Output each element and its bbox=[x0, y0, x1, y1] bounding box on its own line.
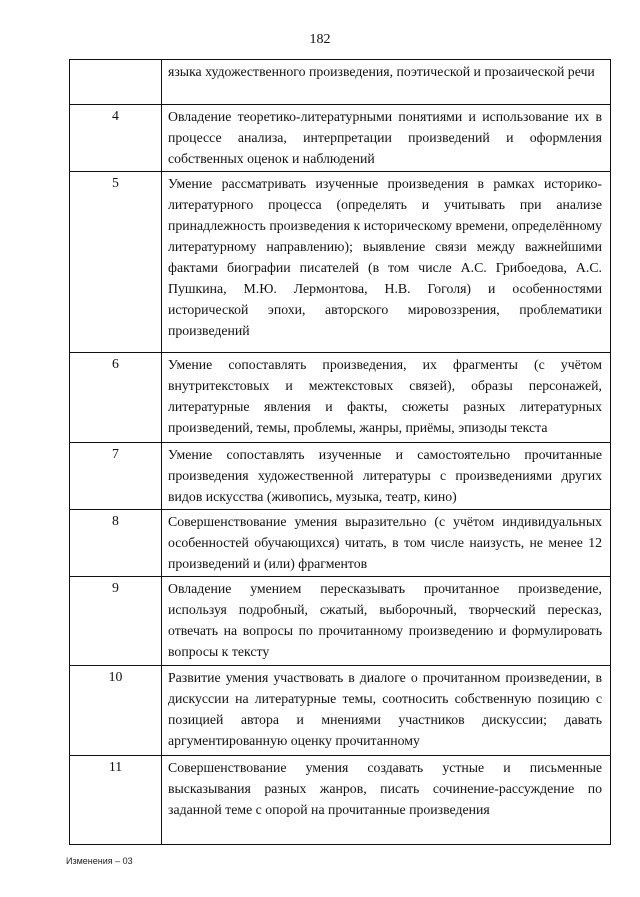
table-row bbox=[70, 443, 611, 510]
row-number: 10 bbox=[70, 666, 162, 756]
row-text: Овладение умением пересказывать прочитанное произведение, используя подробный, сжатый, выборочный, творческий пересказ, отвечать на вопросы по прочитанному произведению и формулировать вопросы к тексту bbox=[162, 577, 611, 666]
page-number: 182 bbox=[309, 32, 331, 47]
row-number: 11 bbox=[70, 756, 162, 845]
table-row bbox=[70, 666, 611, 756]
row-text: Овладение теоретико-литературными понятиями и использование их в процессе анализа, интерпретации произведений и оформления собственных оценок и наблюдений bbox=[162, 105, 611, 172]
row-text: Совершенствование умения выразительно (с учётом индивидуальных особенностей обучающихся) читать, в том числе наизусть, не менее 12 произведений и (или) фрагментов bbox=[162, 510, 611, 577]
row-number: 8 bbox=[70, 510, 162, 577]
row-number: 6 bbox=[70, 353, 162, 443]
row-number: 4 bbox=[70, 105, 162, 172]
table-row bbox=[70, 510, 611, 577]
table-row bbox=[70, 353, 611, 443]
table-row bbox=[70, 577, 611, 666]
requirements-table bbox=[69, 59, 611, 845]
table-row bbox=[70, 756, 611, 845]
row-text: Совершенствование умения создавать устные и письменные высказывания разных жанров, писать сочинение-рассуждение по заданной теме с опорой на прочитанные произведения bbox=[162, 756, 611, 845]
row-number: 9 bbox=[70, 577, 162, 666]
row-text: Умение сопоставлять произведения, их фрагменты (с учётом внутритекстовых и межтекстовых связей), образы персонажей, литературные явления и факты, сюжеты разных литературных произведений, темы, проблемы, жанры, приёмы, эпизоды текста bbox=[162, 353, 611, 443]
table-row bbox=[70, 172, 611, 353]
row-text: Умение сопоставлять изученные и самостоятельно прочитанные произведения художественной литературы с произведениями других видов искусства (живопись, музыка, театр, кино) bbox=[162, 443, 611, 510]
row-text: языка художественного произведения, поэтической и прозаической речи bbox=[162, 60, 611, 105]
row-number: 7 bbox=[70, 443, 162, 510]
table-row bbox=[70, 60, 611, 105]
footer-revision: Изменения – 03 bbox=[66, 856, 133, 866]
row-number: 5 bbox=[70, 172, 162, 353]
row-text: Развитие умения участвовать в диалоге о прочитанном произведении, в дискуссии на литературные темы, соотносить собственную позицию с позицией автора и мнениями участников дискуссии; давать аргументированную оценку прочитанному bbox=[162, 666, 611, 756]
row-text: Умение рассматривать изученные произведения в рамках историко-литературного процесса (определять и учитывать при анализе принадлежность произведения к историческому времени, определённому литературному направлению); выявление связи между важнейшими фактами биографии писателей (в том числе А.С. Грибоедова, А.С. Пушкина, М.Ю. Лермонтова, Н.В. Гоголя) и особенностями исторической эпохи, авторского мировоззрения, проблематики произведений bbox=[162, 172, 611, 353]
table-row bbox=[70, 105, 611, 172]
row-number bbox=[70, 60, 162, 105]
